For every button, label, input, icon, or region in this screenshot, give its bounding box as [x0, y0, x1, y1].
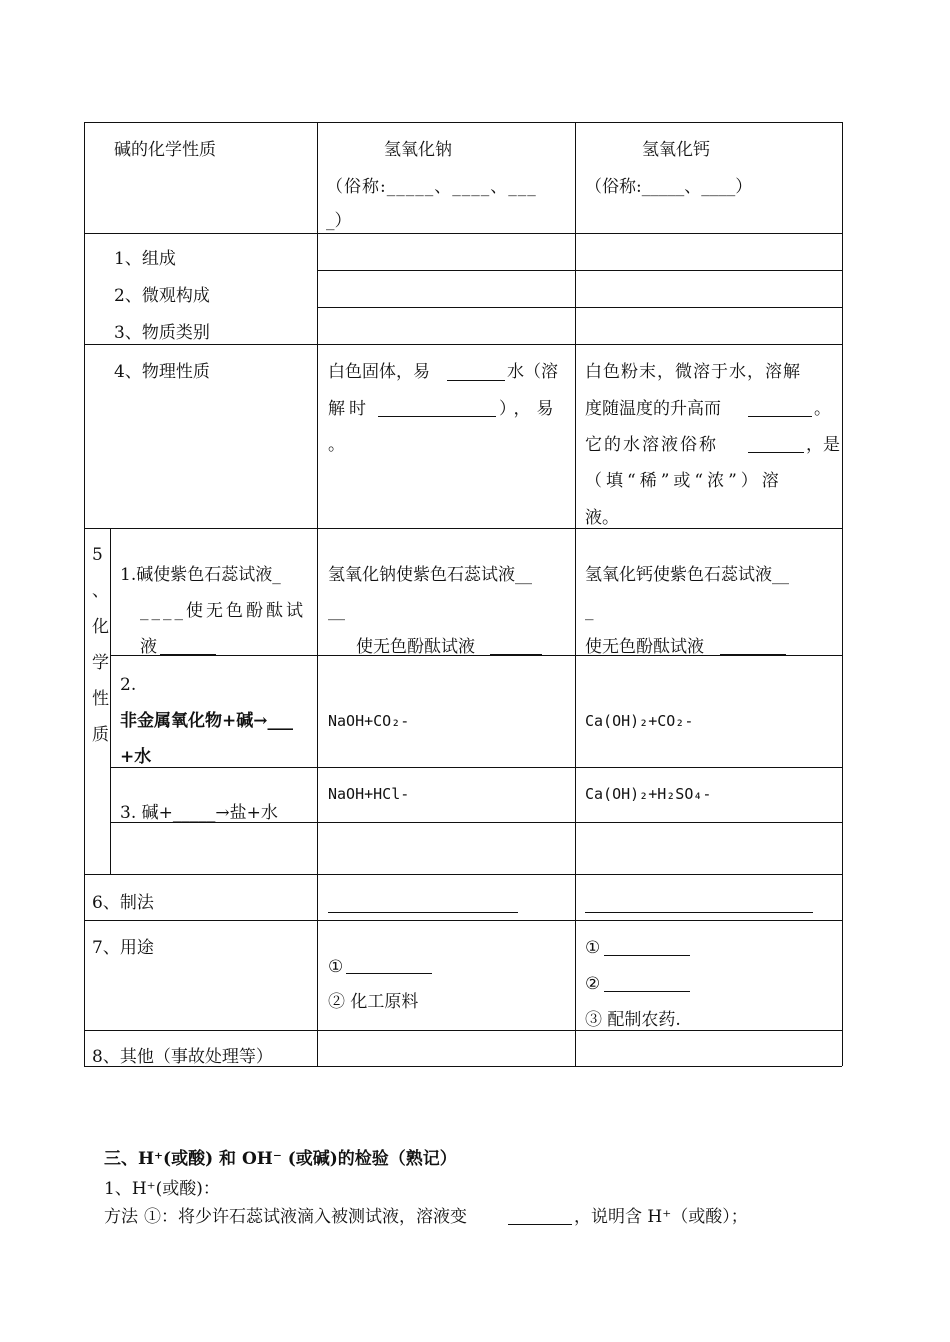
- naoh-litmus-line1: 氢氧化钠使紫色石蕊试液__: [328, 565, 532, 585]
- side-label-char-0: 5: [92, 545, 103, 565]
- naoh-physical-line1b: 水（溶: [507, 362, 558, 382]
- caoh-physical-line3a: 它的水溶液俗称: [585, 435, 718, 455]
- row-physical-props-label: 4、物理性质: [114, 362, 210, 382]
- chem-prop2-text: 非金属氧化物+碱→___: [120, 711, 293, 731]
- chem-prop1-line2: ____使无色酚酞试: [140, 601, 306, 621]
- row-uses-label: 7、用途: [92, 938, 154, 958]
- header-naoh-title: 氢氧化钠: [384, 140, 452, 160]
- naoh-physical-line3: 。: [328, 435, 345, 455]
- caoh-use-2-blank: [604, 991, 690, 992]
- section-title: 三、H⁺(或酸) 和 OH⁻ (或碱)的检验（熟记）: [104, 1149, 457, 1169]
- naoh-physical-line2a: 解时: [328, 399, 370, 419]
- chem-prop2-text-cont: +水: [120, 747, 152, 767]
- caoh-physical-line2a: 度随温度的升高而: [585, 399, 721, 419]
- naoh-hcl-equation: NaOH+HCl-: [328, 785, 410, 803]
- side-label-char-3: 学: [92, 653, 109, 673]
- naoh-phenol-blank: [490, 654, 542, 655]
- caoh-physical-line2b: 。: [814, 399, 831, 419]
- header-naoh-common-names-cont: _）: [326, 211, 352, 231]
- caoh-litmus-line2: _: [585, 601, 594, 621]
- chem-prop3-text: 3. 碱+_____→盐+水: [120, 803, 278, 823]
- naoh-use-1-blank: [346, 973, 432, 974]
- chem-prop1-line1: 1.碱使紫色石蕊试液_: [120, 565, 281, 585]
- naoh-preparation-blank: [328, 912, 518, 913]
- caoh-physical-line5: 液。: [585, 508, 619, 528]
- caoh-litmus-line1: 氢氧化钙使紫色石蕊试液__: [585, 565, 789, 585]
- naoh-use-2: ② 化工原料: [328, 992, 419, 1012]
- chem-prop2-number: 2.: [120, 675, 137, 695]
- caoh-use-1-blank: [604, 955, 690, 956]
- naoh-use-1: ①: [328, 957, 344, 977]
- caoh-phenol-line3: 使无色酚酞试液: [585, 637, 704, 657]
- section-line-acid-heading: 1、H⁺(或酸)：: [104, 1179, 220, 1199]
- caoh-h2so4-equation: Ca(OH)₂+H₂SO₄-: [585, 785, 712, 803]
- section-method-blank: [508, 1224, 572, 1225]
- naoh-litmus-line2: __: [328, 601, 345, 621]
- row-micro-structure-label: 2、微观构成: [114, 286, 210, 306]
- section-method-text: ①：将少许石蕊试液滴入被测试液，溶液变: [144, 1207, 467, 1227]
- caoh-use-1: ①: [585, 938, 601, 958]
- caoh-physical-line1: 白色粉末，微溶于水，溶解: [585, 362, 801, 382]
- caoh-phenol-blank: [720, 654, 786, 655]
- naoh-physical-line1a: 白色固体，易: [328, 362, 430, 382]
- caoh-physical-blank1: [748, 416, 812, 417]
- caoh-physical-line4: （填“稀”或“浓”）溶: [585, 471, 783, 491]
- header-caoh-common-names: （俗称:_____、____）: [585, 177, 753, 197]
- chem-prop1-blank: [160, 654, 216, 655]
- caoh-physical-blank2: [748, 452, 804, 453]
- chem-prop1-line3: 液: [140, 637, 157, 657]
- naoh-phenol-line3: 使无色酚酞试液: [356, 637, 475, 657]
- caoh-physical-line3b: ，是: [806, 435, 840, 455]
- side-label-char-2: 化: [92, 617, 109, 637]
- caoh-preparation-blank: [585, 912, 813, 913]
- row-composition-label: 1、组成: [114, 249, 176, 269]
- header-naoh-common-names: （俗称:_____、____、___: [326, 177, 537, 197]
- row-substance-class-label: 3、物质类别: [114, 323, 210, 343]
- header-caoh-title: 氢氧化钙: [642, 140, 710, 160]
- side-label-char-1: 、: [92, 581, 109, 601]
- section-method-label: 方法: [104, 1207, 138, 1227]
- naoh-physical-blank2: [378, 416, 496, 417]
- row-preparation-label: 6、制法: [92, 893, 154, 913]
- caoh-use-3: ③ 配制农药.: [585, 1010, 681, 1030]
- caoh-use-2: ②: [585, 974, 601, 994]
- header-property-label: 碱的化学性质: [114, 140, 216, 160]
- section-method-text-end: ，说明含 H⁺（或酸）；: [574, 1207, 748, 1227]
- naoh-physical-blank1: [447, 380, 505, 381]
- naoh-co2-equation: NaOH+CO₂-: [328, 712, 410, 730]
- row-other-label: 8、其他（事故处理等）: [92, 1047, 273, 1067]
- side-label-char-4: 性: [92, 689, 109, 709]
- side-label-char-5: 质: [92, 725, 109, 745]
- naoh-physical-line2b: ），易: [499, 399, 560, 419]
- caoh-co2-equation: Ca(OH)₂+CO₂-: [585, 712, 694, 730]
